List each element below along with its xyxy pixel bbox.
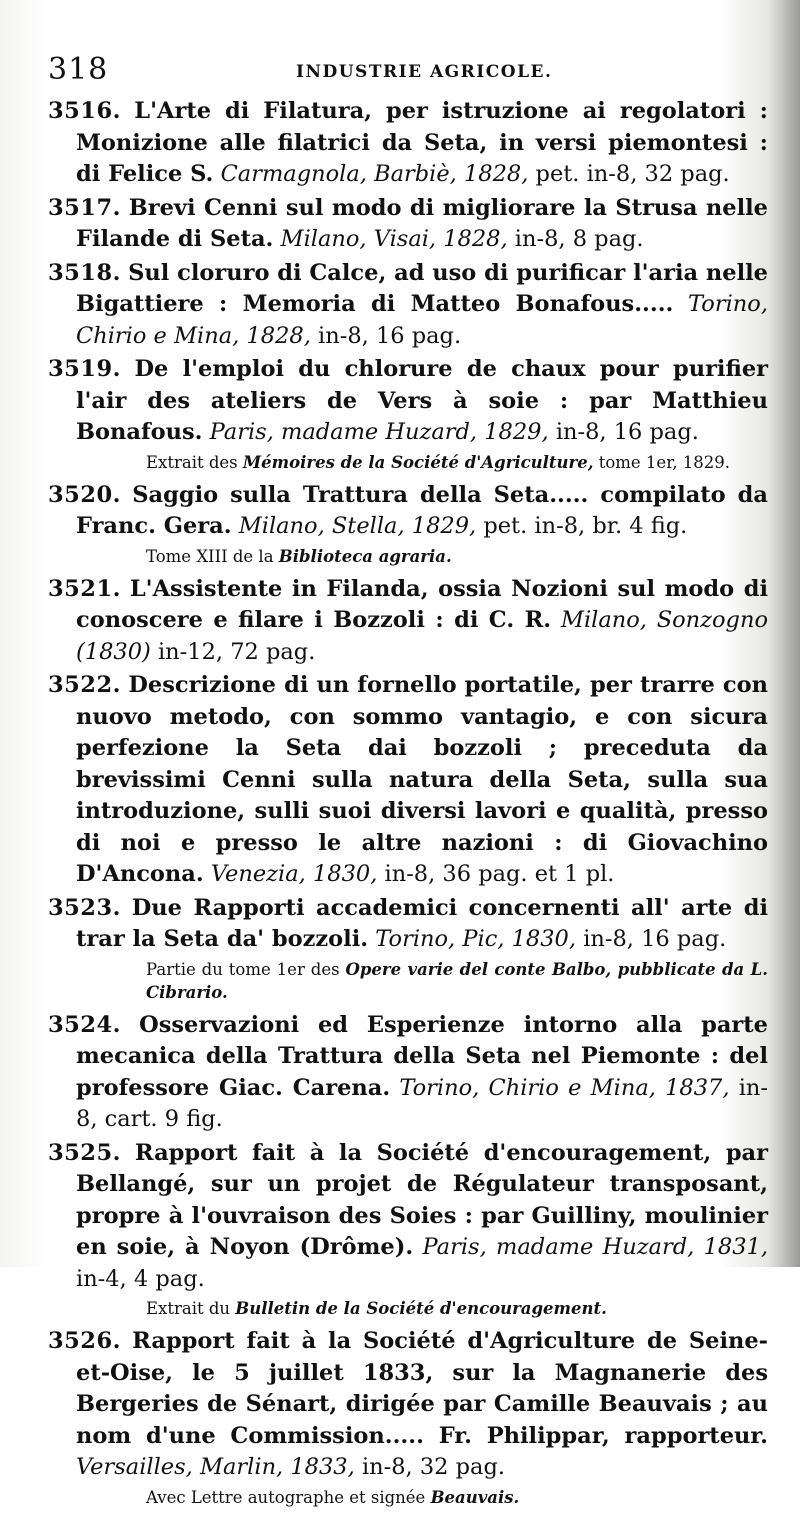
entry-number: 3523. (48, 894, 121, 921)
entry-number: 3518. (48, 259, 121, 286)
entry-title: Saggio sulla Trattura della Seta..... compilato da Franc. Gera. (76, 481, 768, 539)
entry-note (48, 958, 768, 1004)
entry-number: 3522. (48, 672, 121, 698)
entry-number: 3519. (48, 356, 121, 382)
entry-publication: Carmagnola, Barbiè, 1828, (220, 161, 529, 187)
note-suffix: tome 1er, 1829. (593, 452, 730, 472)
entry-3517 (48, 193, 768, 256)
note-emphasis: Mémoires de la Société d'Agriculture, (242, 452, 594, 472)
note-emphasis: Biblioteca agraria. (278, 546, 452, 566)
entry-note (48, 1486, 768, 1509)
entry-publication: Venezia, 1830, (210, 861, 378, 887)
entry-title: Descrizione di un fornello portatile, per trarre con nuovo metodo, con sommo vantagio, e con sicura perfezione la Seta dai bozzoli ; preceduta da brevissimi Cenni sulla natura della Seta, sulla sua introduzione, sulli suoi diversi lavori e qualità, presso di noi e presso le altre nazioni : di Giovachino D'Ancona. (76, 672, 768, 887)
entry-details: in-8, 16 pag. (583, 926, 727, 952)
entry-number: 3525. (48, 1139, 121, 1166)
entry-publication: Paris, madame Huzard, 1831, (422, 1234, 768, 1260)
entry-3520 (48, 480, 768, 543)
entry-3516 (48, 96, 768, 191)
note-prefix: Tome XIII de la (146, 546, 279, 566)
entry-publication: Torino, Pic, 1830, (375, 926, 577, 952)
entry-publication: Milano, Visai, 1828, (280, 226, 508, 252)
entry-number: 3516. (48, 98, 121, 124)
entry-note (48, 1297, 768, 1320)
entry-publication: Paris, madame Huzard, 1829, (209, 419, 549, 445)
entry-publication: Torino, Chirio e Mina, 1837, (399, 1074, 730, 1101)
note-emphasis: Opere varie del conte Balbo, pubblicate da L. Cibrario. (146, 959, 768, 1002)
entry-details: in-8, 36 pag. et 1 pl. (384, 861, 615, 887)
entry-details: pet. in-8, br. 4 fig. (483, 513, 688, 539)
note-prefix: Partie du tome 1er des (146, 959, 346, 979)
entry-number: 3521. (48, 575, 121, 602)
entry-number: 3526. (48, 1328, 121, 1354)
entry-title: L'Arte di Filatura, per istruzione ai regolatori : Monizione alle filatrici da Seta, in versi piemontesi : di Felice S. (76, 98, 768, 187)
note-emphasis: Bulletin de la Société d'encouragement. (235, 1299, 607, 1318)
entry-3518 (48, 258, 768, 353)
page-number: 318 (48, 52, 109, 87)
entry-3523 (48, 893, 768, 956)
entry-title: Rapport fait à la Société d'encouragement, par Bellangé, sur un projet de Régulateur transposant, propre à l'ouvraison des Soies : par Guilliny, moulinier en soie, à Noyon (Drôme). (76, 1139, 768, 1260)
entry-title: Due Rapporti accademici concernenti all' arte di trar la Seta da' bozzoli. (76, 894, 768, 952)
entry-number: 3517. (48, 194, 121, 221)
entry-publication: Versailles, Marlin, 1833, (76, 1454, 355, 1480)
entry-details: in-8, 16 pag. (555, 419, 699, 445)
entry-details: pet. in-8, 32 pag. (535, 161, 730, 187)
entry-details: in-8, cart. 9 fig. (76, 1074, 768, 1132)
entry-title: Brevi Cenni sul modo di migliorare la Strusa nelle Filande di Seta. (76, 194, 768, 252)
entry-3522 (48, 670, 768, 891)
entry-title: Rapport fait à la Société d'Agriculture de Seine-et-Oise, le 5 juillet 1833, sur la Magnanerie des Bergeries de Sénart, dirigée par Camille Beauvais ; au nom d'une Commission..... Fr. Philippar, rapporteur. (76, 1328, 769, 1449)
bibliography-entries (48, 96, 768, 1515)
entry-3521 (48, 574, 768, 669)
entry-3519 (48, 354, 768, 449)
entry-publication: Milano, Stella, 1829, (238, 513, 477, 539)
note-prefix: Avec Lettre autographe et signée (146, 1487, 431, 1507)
entry-details: in-8, 32 pag. (361, 1454, 506, 1480)
entry-details: in-12, 72 pag. (157, 638, 316, 665)
entry-details: in-8, 8 pag. (514, 226, 644, 252)
note-prefix: Extrait du (146, 1299, 236, 1318)
entry-note (48, 545, 768, 568)
entry-number: 3524. (48, 1011, 121, 1038)
note-emphasis: Beauvais. (430, 1487, 520, 1507)
entry-publication: Milano, Sonzogno (1830) (76, 607, 768, 665)
entry-title: Sul cloruro di Calce, ad uso di purificar l'aria nelle Bigattiere : Memoria di Matteo Bonafous..... (76, 259, 768, 317)
entry-3525 (48, 1138, 768, 1296)
running-head: INDUSTRIE AGRICOLE. (296, 62, 553, 82)
entry-title: De l'emploi du chlorure de chaux pour purifier l'air des ateliers de Vers à soie : par Matthieu Bonafous. (76, 356, 769, 445)
entry-details: in-8, 16 pag. (318, 322, 462, 349)
entry-note (48, 451, 768, 474)
entry-title: Osservazioni ed Esperienze intorno alla parte mecanica della Trattura della Seta nel Piemonte : del professore Giac. Carena. (76, 1011, 768, 1101)
page-header (48, 52, 760, 92)
entry-3524 (48, 1010, 768, 1136)
entry-publication: Torino, Chirio e Mina, 1828, (76, 291, 768, 349)
entry-3526 (48, 1326, 768, 1484)
entry-number: 3520. (48, 481, 121, 508)
note-prefix: Extrait des (146, 452, 243, 472)
entry-details: in-4, 4 pag. (76, 1265, 205, 1292)
entry-title: L'Assistente in Filanda, ossia Nozioni sul modo di conoscere e filare i Bozzoli : di C. R. (76, 575, 768, 633)
